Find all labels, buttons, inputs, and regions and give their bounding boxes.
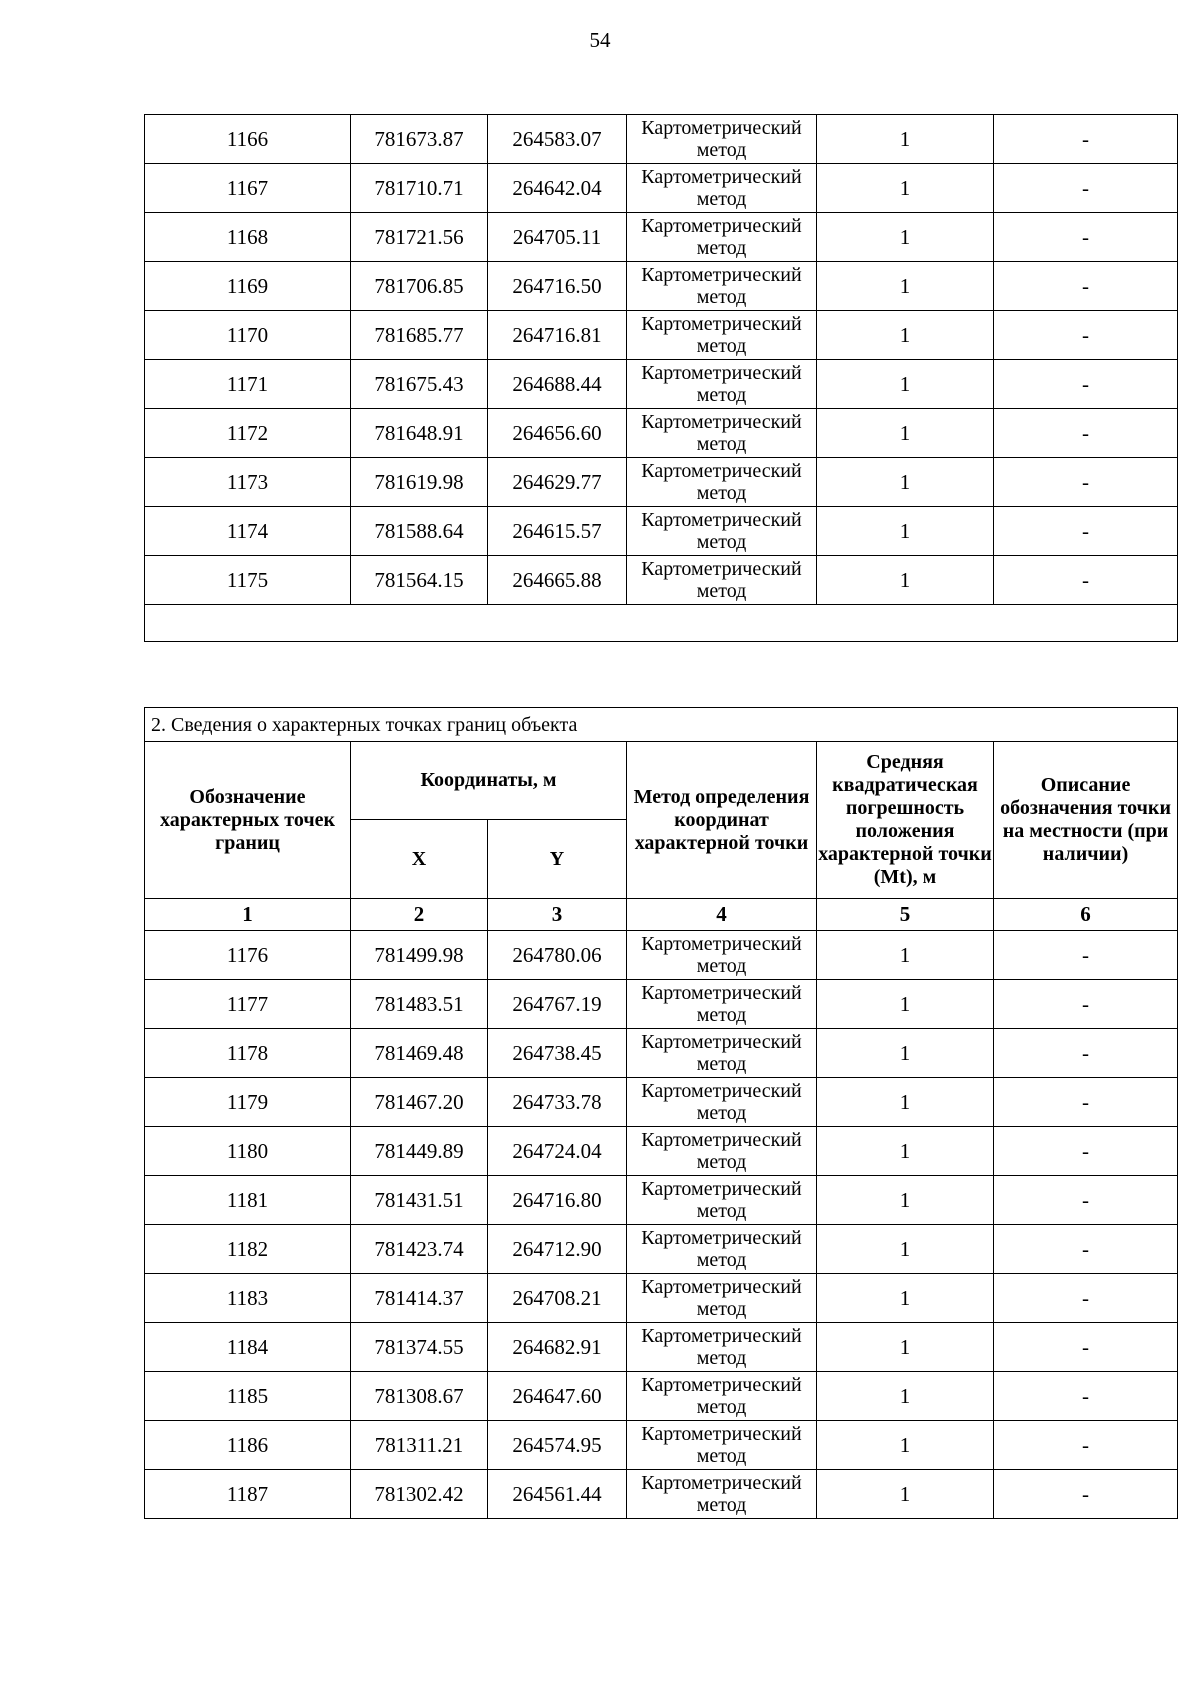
table-row <box>145 507 1178 556</box>
method-cell: Картометрический метод <box>627 1323 817 1372</box>
method-cell: Картометрический метод <box>627 360 817 409</box>
point-id-cell: 1166 <box>145 115 351 164</box>
y-coordinate-cell: 264712.90 <box>488 1225 627 1274</box>
table-row <box>145 1127 1178 1176</box>
description-cell: - <box>994 980 1178 1029</box>
point-id-cell: 1182 <box>145 1225 351 1274</box>
header-x: X <box>351 820 488 899</box>
method-cell: Картометрический метод <box>627 1372 817 1421</box>
description-cell: - <box>994 360 1178 409</box>
header-description: Описание обозначения точки на местности (при наличии) <box>994 742 1178 899</box>
column-number: 4 <box>627 899 817 931</box>
y-coordinate-cell: 264682.91 <box>488 1323 627 1372</box>
x-coordinate-cell: 781499.98 <box>351 931 488 980</box>
description-cell: - <box>994 458 1178 507</box>
y-coordinate-cell: 264708.21 <box>488 1274 627 1323</box>
section-title: 2. Сведения о характерных точках границ объекта <box>145 708 1178 742</box>
header-method: Метод определения координат характерной точки <box>627 742 817 899</box>
x-coordinate-cell: 781467.20 <box>351 1078 488 1127</box>
method-cell: Картометрический метод <box>627 1470 817 1519</box>
mean-error-cell: 1 <box>817 115 994 164</box>
description-cell: - <box>994 556 1178 605</box>
table-row <box>145 1323 1178 1372</box>
method-cell: Картометрический метод <box>627 931 817 980</box>
table-row <box>145 1225 1178 1274</box>
x-coordinate-cell: 781673.87 <box>351 115 488 164</box>
description-cell: - <box>994 164 1178 213</box>
empty-row <box>145 605 1178 642</box>
mean-error-cell: 1 <box>817 1029 994 1078</box>
point-id-cell: 1179 <box>145 1078 351 1127</box>
x-coordinate-cell: 781469.48 <box>351 1029 488 1078</box>
point-id-cell: 1167 <box>145 164 351 213</box>
table1-body <box>145 115 1178 642</box>
point-id-cell: 1187 <box>145 1470 351 1519</box>
x-coordinate-cell: 781423.74 <box>351 1225 488 1274</box>
mean-error-cell: 1 <box>817 556 994 605</box>
method-cell: Картометрический метод <box>627 164 817 213</box>
table-row <box>145 556 1178 605</box>
description-cell: - <box>994 1225 1178 1274</box>
y-coordinate-cell: 264724.04 <box>488 1127 627 1176</box>
table-row <box>145 262 1178 311</box>
description-cell: - <box>994 1274 1178 1323</box>
table-row <box>145 311 1178 360</box>
x-coordinate-cell: 781308.67 <box>351 1372 488 1421</box>
table-row <box>145 164 1178 213</box>
point-id-cell: 1185 <box>145 1372 351 1421</box>
point-id-cell: 1178 <box>145 1029 351 1078</box>
header-coordinates: Координаты, м <box>351 742 627 820</box>
point-id-cell: 1169 <box>145 262 351 311</box>
y-coordinate-cell: 264656.60 <box>488 409 627 458</box>
table-row <box>145 1274 1178 1323</box>
y-coordinate-cell: 264738.45 <box>488 1029 627 1078</box>
method-cell: Картометрический метод <box>627 980 817 1029</box>
x-coordinate-cell: 781374.55 <box>351 1323 488 1372</box>
mean-error-cell: 1 <box>817 931 994 980</box>
y-coordinate-cell: 264688.44 <box>488 360 627 409</box>
table-row <box>145 1078 1178 1127</box>
header-point-designation: Обозначение характерных точек границ <box>145 742 351 899</box>
page-number: 54 <box>589 28 611 52</box>
method-cell: Картометрический метод <box>627 507 817 556</box>
y-coordinate-cell: 264716.80 <box>488 1176 627 1225</box>
header-mean-error: Средняя квадратическая погрешность положения характерной точки (Mt), м <box>817 742 994 899</box>
table-row <box>145 458 1178 507</box>
point-id-cell: 1175 <box>145 556 351 605</box>
point-id-cell: 1181 <box>145 1176 351 1225</box>
description-cell: - <box>994 1470 1178 1519</box>
mean-error-cell: 1 <box>817 1078 994 1127</box>
x-coordinate-cell: 781588.64 <box>351 507 488 556</box>
description-cell: - <box>994 1176 1178 1225</box>
table-row <box>145 213 1178 262</box>
mean-error-cell: 1 <box>817 213 994 262</box>
description-cell: - <box>994 1127 1178 1176</box>
description-cell: - <box>994 1078 1178 1127</box>
point-id-cell: 1174 <box>145 507 351 556</box>
mean-error-cell: 1 <box>817 311 994 360</box>
column-number: 3 <box>488 899 627 931</box>
point-id-cell: 1173 <box>145 458 351 507</box>
y-coordinate-cell: 264716.81 <box>488 311 627 360</box>
column-number: 6 <box>994 899 1178 931</box>
empty-cell <box>145 605 1178 642</box>
mean-error-cell: 1 <box>817 360 994 409</box>
table2-body <box>145 931 1178 1519</box>
x-coordinate-cell: 781675.43 <box>351 360 488 409</box>
point-id-cell: 1180 <box>145 1127 351 1176</box>
y-coordinate-cell: 264647.60 <box>488 1372 627 1421</box>
description-cell: - <box>994 213 1178 262</box>
table-row <box>145 1176 1178 1225</box>
y-coordinate-cell: 264561.44 <box>488 1470 627 1519</box>
x-coordinate-cell: 781311.21 <box>351 1421 488 1470</box>
method-cell: Картометрический метод <box>627 1127 817 1176</box>
mean-error-cell: 1 <box>817 1372 994 1421</box>
point-id-cell: 1176 <box>145 931 351 980</box>
description-cell: - <box>994 115 1178 164</box>
point-id-cell: 1177 <box>145 980 351 1029</box>
y-coordinate-cell: 264705.11 <box>488 213 627 262</box>
y-coordinate-cell: 264733.78 <box>488 1078 627 1127</box>
mean-error-cell: 1 <box>817 1274 994 1323</box>
column-number: 1 <box>145 899 351 931</box>
point-id-cell: 1171 <box>145 360 351 409</box>
table-row <box>145 360 1178 409</box>
method-cell: Картометрический метод <box>627 115 817 164</box>
boundary-points-table-continued <box>144 114 1178 642</box>
description-cell: - <box>994 1029 1178 1078</box>
mean-error-cell: 1 <box>817 1470 994 1519</box>
mean-error-cell: 1 <box>817 1176 994 1225</box>
description-cell: - <box>994 409 1178 458</box>
description-cell: - <box>994 1421 1178 1470</box>
point-id-cell: 1172 <box>145 409 351 458</box>
table-row <box>145 1470 1178 1519</box>
table-row <box>145 1421 1178 1470</box>
y-coordinate-cell: 264583.07 <box>488 115 627 164</box>
y-coordinate-cell: 264780.06 <box>488 931 627 980</box>
x-coordinate-cell: 781710.71 <box>351 164 488 213</box>
method-cell: Картометрический метод <box>627 1176 817 1225</box>
point-id-cell: 1170 <box>145 311 351 360</box>
mean-error-cell: 1 <box>817 507 994 556</box>
point-id-cell: 1186 <box>145 1421 351 1470</box>
table-row <box>145 1029 1178 1078</box>
x-coordinate-cell: 781564.15 <box>351 556 488 605</box>
column-number: 5 <box>817 899 994 931</box>
description-cell: - <box>994 507 1178 556</box>
method-cell: Картометрический метод <box>627 311 817 360</box>
mean-error-cell: 1 <box>817 980 994 1029</box>
y-coordinate-cell: 264629.77 <box>488 458 627 507</box>
y-coordinate-cell: 264716.50 <box>488 262 627 311</box>
description-cell: - <box>994 1372 1178 1421</box>
table-row <box>145 409 1178 458</box>
description-cell: - <box>994 262 1178 311</box>
mean-error-cell: 1 <box>817 1421 994 1470</box>
x-coordinate-cell: 781449.89 <box>351 1127 488 1176</box>
point-id-cell: 1183 <box>145 1274 351 1323</box>
description-cell: - <box>994 311 1178 360</box>
x-coordinate-cell: 781414.37 <box>351 1274 488 1323</box>
x-coordinate-cell: 781302.42 <box>351 1470 488 1519</box>
y-coordinate-cell: 264574.95 <box>488 1421 627 1470</box>
mean-error-cell: 1 <box>817 1225 994 1274</box>
y-coordinate-cell: 264767.19 <box>488 980 627 1029</box>
x-coordinate-cell: 781706.85 <box>351 262 488 311</box>
y-coordinate-cell: 264615.57 <box>488 507 627 556</box>
table-row <box>145 931 1178 980</box>
table-row <box>145 980 1178 1029</box>
table-row <box>145 115 1178 164</box>
x-coordinate-cell: 781483.51 <box>351 980 488 1029</box>
mean-error-cell: 1 <box>817 409 994 458</box>
method-cell: Картометрический метод <box>627 556 817 605</box>
point-id-cell: 1168 <box>145 213 351 262</box>
description-cell: - <box>994 1323 1178 1372</box>
method-cell: Картометрический метод <box>627 409 817 458</box>
header-y: Y <box>488 820 627 899</box>
method-cell: Картометрический метод <box>627 1421 817 1470</box>
mean-error-cell: 1 <box>817 262 994 311</box>
table2-header <box>145 708 1178 931</box>
x-coordinate-cell: 781721.56 <box>351 213 488 262</box>
mean-error-cell: 1 <box>817 458 994 507</box>
method-cell: Картометрический метод <box>627 1078 817 1127</box>
table-row <box>145 1372 1178 1421</box>
method-cell: Картометрический метод <box>627 458 817 507</box>
method-cell: Картометрический метод <box>627 262 817 311</box>
x-coordinate-cell: 781619.98 <box>351 458 488 507</box>
boundary-points-table <box>144 707 1178 1519</box>
x-coordinate-cell: 781685.77 <box>351 311 488 360</box>
mean-error-cell: 1 <box>817 1127 994 1176</box>
mean-error-cell: 1 <box>817 1323 994 1372</box>
method-cell: Картометрический метод <box>627 1274 817 1323</box>
x-coordinate-cell: 781431.51 <box>351 1176 488 1225</box>
x-coordinate-cell: 781648.91 <box>351 409 488 458</box>
method-cell: Картометрический метод <box>627 213 817 262</box>
description-cell: - <box>994 931 1178 980</box>
method-cell: Картометрический метод <box>627 1029 817 1078</box>
y-coordinate-cell: 264642.04 <box>488 164 627 213</box>
mean-error-cell: 1 <box>817 164 994 213</box>
column-number: 2 <box>351 899 488 931</box>
y-coordinate-cell: 264665.88 <box>488 556 627 605</box>
method-cell: Картометрический метод <box>627 1225 817 1274</box>
point-id-cell: 1184 <box>145 1323 351 1372</box>
